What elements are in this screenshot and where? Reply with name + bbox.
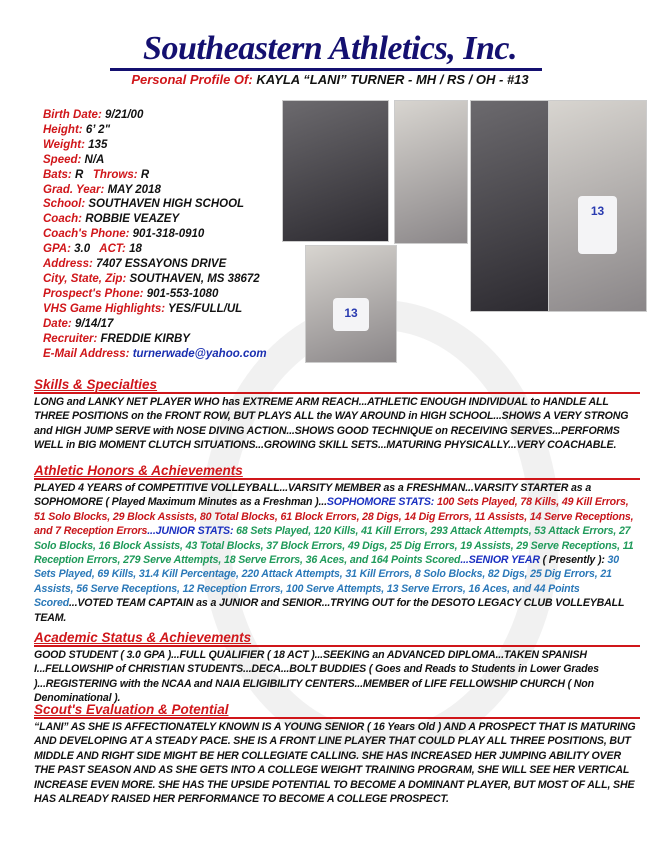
portrait-photo bbox=[305, 245, 397, 363]
field-label: Birth Date: bbox=[43, 109, 102, 121]
field-label: Height: bbox=[43, 123, 83, 136]
athletic-section bbox=[34, 463, 640, 625]
academic-section bbox=[34, 630, 640, 706]
field-value: R bbox=[74, 168, 84, 181]
section-text: LONG and LANKY NET PLAYER WHO has EXTREME ARM REACH...ATHLETIC ENOUGH INDIVIDUAL to HANDLE ALL THREE POSITIONS on the FRONT ROW, BUT PLAYS ALL the WAY AROUND in HIGH SCHOOL...SHOWS A VERY STRONG and HIGH JUMP SERVE with NOSE DIVING ACTION...SHOWS GOOD TECHNIQUE on RECEIVING SERVES...PERFORMS WELL in BIG MOMENT CLUTCH SITUATIONS...GROWING SKILL SETS...MATURING PHYSICALLY...VERY COACHABLE. bbox=[34, 396, 629, 452]
field-label: GPA: bbox=[43, 243, 71, 256]
stats-segment: 68 Sets Played, 120 Kills, 41 Kill Errors, 293 Attack Attempts, 53 Attack Errors, 27 Solo Blocks, 16 Block Assists, 43 Total Blocks, 37 Block Errors, 49 Digs, 25 Dig Errors, 19 Assists, 29 Serve Receptions, 11 Reception Errors, 279 Serve Attempts, 18 Serve Errors, 36 Aces, and 164 Points Scored bbox=[34, 525, 634, 567]
field-value: YES/FULL/UL bbox=[168, 302, 243, 315]
field-value: 6’ 2" bbox=[85, 123, 111, 136]
field-label: VHS Game Highlights: bbox=[43, 302, 166, 315]
section-heading: Scout's Evaluation & Potential bbox=[34, 702, 640, 719]
field-value: 135 bbox=[88, 138, 108, 151]
field-label: Recruiter: bbox=[43, 332, 98, 345]
field-value: 7407 ESSAYONS DRIVE bbox=[96, 258, 227, 271]
section-text: GOOD STUDENT ( 3.0 GPA )...FULL QUALIFIER ( 18 ACT )...SEEKING an ADVANCED DIPLOMA...TAKEN SPANISH I...FELLOWSHIP of CHRISTIAN STUDENTS...DECA...BOLT BUDDIES ( Goes and Reads to Students in Lower Grades )...REGISTERING with the NCAA and NAIA ELIGIBILITY CENTERS...MEMBER of LIFE FELLOWSHIP CHURCH ( Non Denominational ). bbox=[34, 649, 599, 705]
stats-segment: ...VOTED TEAM CAPTAIN as a JUNIOR and SENIOR...TRYING OUT for the DESOTO LEGACY CLUB VOLLEYBALL TEAM. bbox=[34, 597, 625, 624]
email-link[interactable]: turnerwade@yahoo.com bbox=[132, 347, 267, 360]
field-label: Bats: bbox=[43, 168, 72, 181]
company-title: Southeastern Athletics, Inc. bbox=[143, 30, 517, 67]
profile-row bbox=[43, 183, 267, 198]
profile-row bbox=[43, 257, 267, 272]
field-label: School: bbox=[43, 198, 86, 211]
field-label: Speed: bbox=[43, 153, 82, 166]
profile-row bbox=[43, 302, 267, 317]
scout-section bbox=[34, 702, 640, 806]
field-value: 901-318-0910 bbox=[132, 228, 205, 241]
field-value: N/A bbox=[84, 153, 105, 166]
subtitle-label: Personal Profile Of: bbox=[131, 72, 253, 87]
profile-row bbox=[43, 287, 267, 302]
field-label: City, State, Zip: bbox=[43, 272, 127, 285]
profile-row bbox=[43, 212, 267, 227]
photo-player-with-ball bbox=[470, 100, 550, 312]
profile-row bbox=[43, 168, 267, 183]
stats-segment: ( Presently ): bbox=[539, 554, 605, 567]
stats-segment: SOPHOMORE STATS: bbox=[326, 496, 435, 509]
field-label: E-Mail Address: bbox=[43, 347, 130, 360]
action-photo-spike bbox=[394, 100, 468, 244]
stats-segment: 100 Sets Played, 78 Kills, 49 Kill Errors, 51 Solo Blocks, 29 Block Assists, 80 Total Blocks, 61 Block Errors, 28 Digs, 14 Dig Errors, 11 Assists, 14 Serve Receptions, and 7 Reception Errors bbox=[34, 496, 634, 538]
field-value: ROBBIE VEAZEY bbox=[85, 213, 180, 226]
action-photo-hit bbox=[282, 100, 389, 242]
field-value: 9/14/17 bbox=[74, 317, 114, 330]
profile-row bbox=[43, 108, 267, 123]
profile-row bbox=[43, 332, 267, 347]
field-value: SOUTHAVEN, MS 38672 bbox=[129, 272, 260, 285]
profile-row bbox=[43, 123, 267, 138]
stats-segment: ...SENIOR YEAR bbox=[460, 554, 540, 567]
field-value: 3.0 bbox=[74, 243, 91, 256]
profile-row bbox=[43, 242, 267, 257]
player-name: KAYLA “LANI” TURNER - MH / RS / OH - #13 bbox=[256, 72, 529, 87]
profile-row bbox=[43, 197, 267, 212]
section-heading: Skills & Specialties bbox=[34, 377, 640, 394]
profile-row bbox=[43, 153, 267, 168]
field-value: 9/21/00 bbox=[104, 109, 144, 121]
field-label: Date: bbox=[43, 317, 72, 330]
field-label: ACT: bbox=[99, 243, 126, 256]
field-label: Coach's Phone: bbox=[43, 228, 130, 241]
field-value: 901-553-1080 bbox=[146, 287, 219, 300]
field-label: Weight: bbox=[43, 138, 85, 151]
stats-segment: ...JUNIOR STATS: bbox=[147, 525, 234, 538]
title-underline bbox=[110, 68, 542, 71]
profile-info-list bbox=[43, 108, 267, 361]
field-label: Grad. Year: bbox=[43, 183, 105, 196]
section-heading: Athletic Honors & Achievements bbox=[34, 463, 640, 480]
profile-row bbox=[43, 347, 267, 362]
field-label: Prospect's Phone: bbox=[43, 287, 144, 300]
field-label: Throws: bbox=[92, 168, 138, 181]
section-text bbox=[34, 481, 640, 625]
field-value: FREDDIE KIRBY bbox=[100, 332, 190, 345]
field-value: MAY 2018 bbox=[107, 183, 161, 196]
profile-row bbox=[43, 317, 267, 332]
field-value: R bbox=[140, 168, 150, 181]
field-value: 18 bbox=[129, 243, 142, 256]
profile-row bbox=[43, 272, 267, 287]
profile-row bbox=[43, 138, 267, 153]
field-value: SOUTHAVEN HIGH SCHOOL bbox=[88, 198, 245, 211]
photo-player-standing bbox=[548, 100, 647, 312]
field-label: Coach: bbox=[43, 213, 82, 226]
profile-row bbox=[43, 227, 267, 242]
profile-subtitle bbox=[0, 72, 660, 87]
stats-segment: PLAYED 4 YEARS of COMPETITIVE VOLLEYBALL...VARSITY MEMBER as a FRESHMAN...VARSITY STARTER as a SOPHOMORE ( Played Maximum Minutes as a Freshman )... bbox=[34, 482, 592, 509]
jersey-number: 13 bbox=[333, 298, 369, 330]
section-heading: Academic Status & Achievements bbox=[34, 630, 640, 647]
jersey-number: 13 bbox=[578, 196, 617, 255]
stats-segment: 30 Sets Played, 69 Kills, 31.4 Kill Percentage, 220 Attack Attempts, 31 Kill Errors, 8 Solo Blocks, 82 Digs, 25 Dig Errors, 21 Assists, 56 Serve Receptions, 12 Reception Errors, 100 Serve Attempts, 13 Serve Errors, 16 Aces, and 44 Points Scored bbox=[34, 554, 619, 610]
skills-section bbox=[34, 377, 640, 453]
field-label: Address: bbox=[43, 258, 93, 271]
section-text: “LANI” AS SHE IS AFFECTIONATELY KNOWN IS A YOUNG SENIOR ( 16 Years Old ) AND A PROSPECT THAT IS MATURING AND DEVELOPING AT A STEADY PACE. SHE IS A FRONT LINE PLAYER THAT COULD PLAY ALL THREE POSITIONS, BUT MIDDLE AND RIGHT SIDE MIGHT BE HER COLLEGIATE CALLING. SHE HAS INCREASED HER JUMPING ABILITY OVER THE PAST SEASON AND AS SHE GETS INTO A COLLEGE WEIGHT TRAINING PROGRAM, SHE WILL SEE HER VERTICAL INCREASE EVEN MORE. SHE HAS THE UPSIDE POTENTIAL TO BECOME A DOMINANT PLAYER, BUT MOST OF ALL, SHE HAS ALREADY RAISED HER PERFORMANCE TO BECOME A COLLEGE PROSPECT. bbox=[34, 721, 636, 806]
